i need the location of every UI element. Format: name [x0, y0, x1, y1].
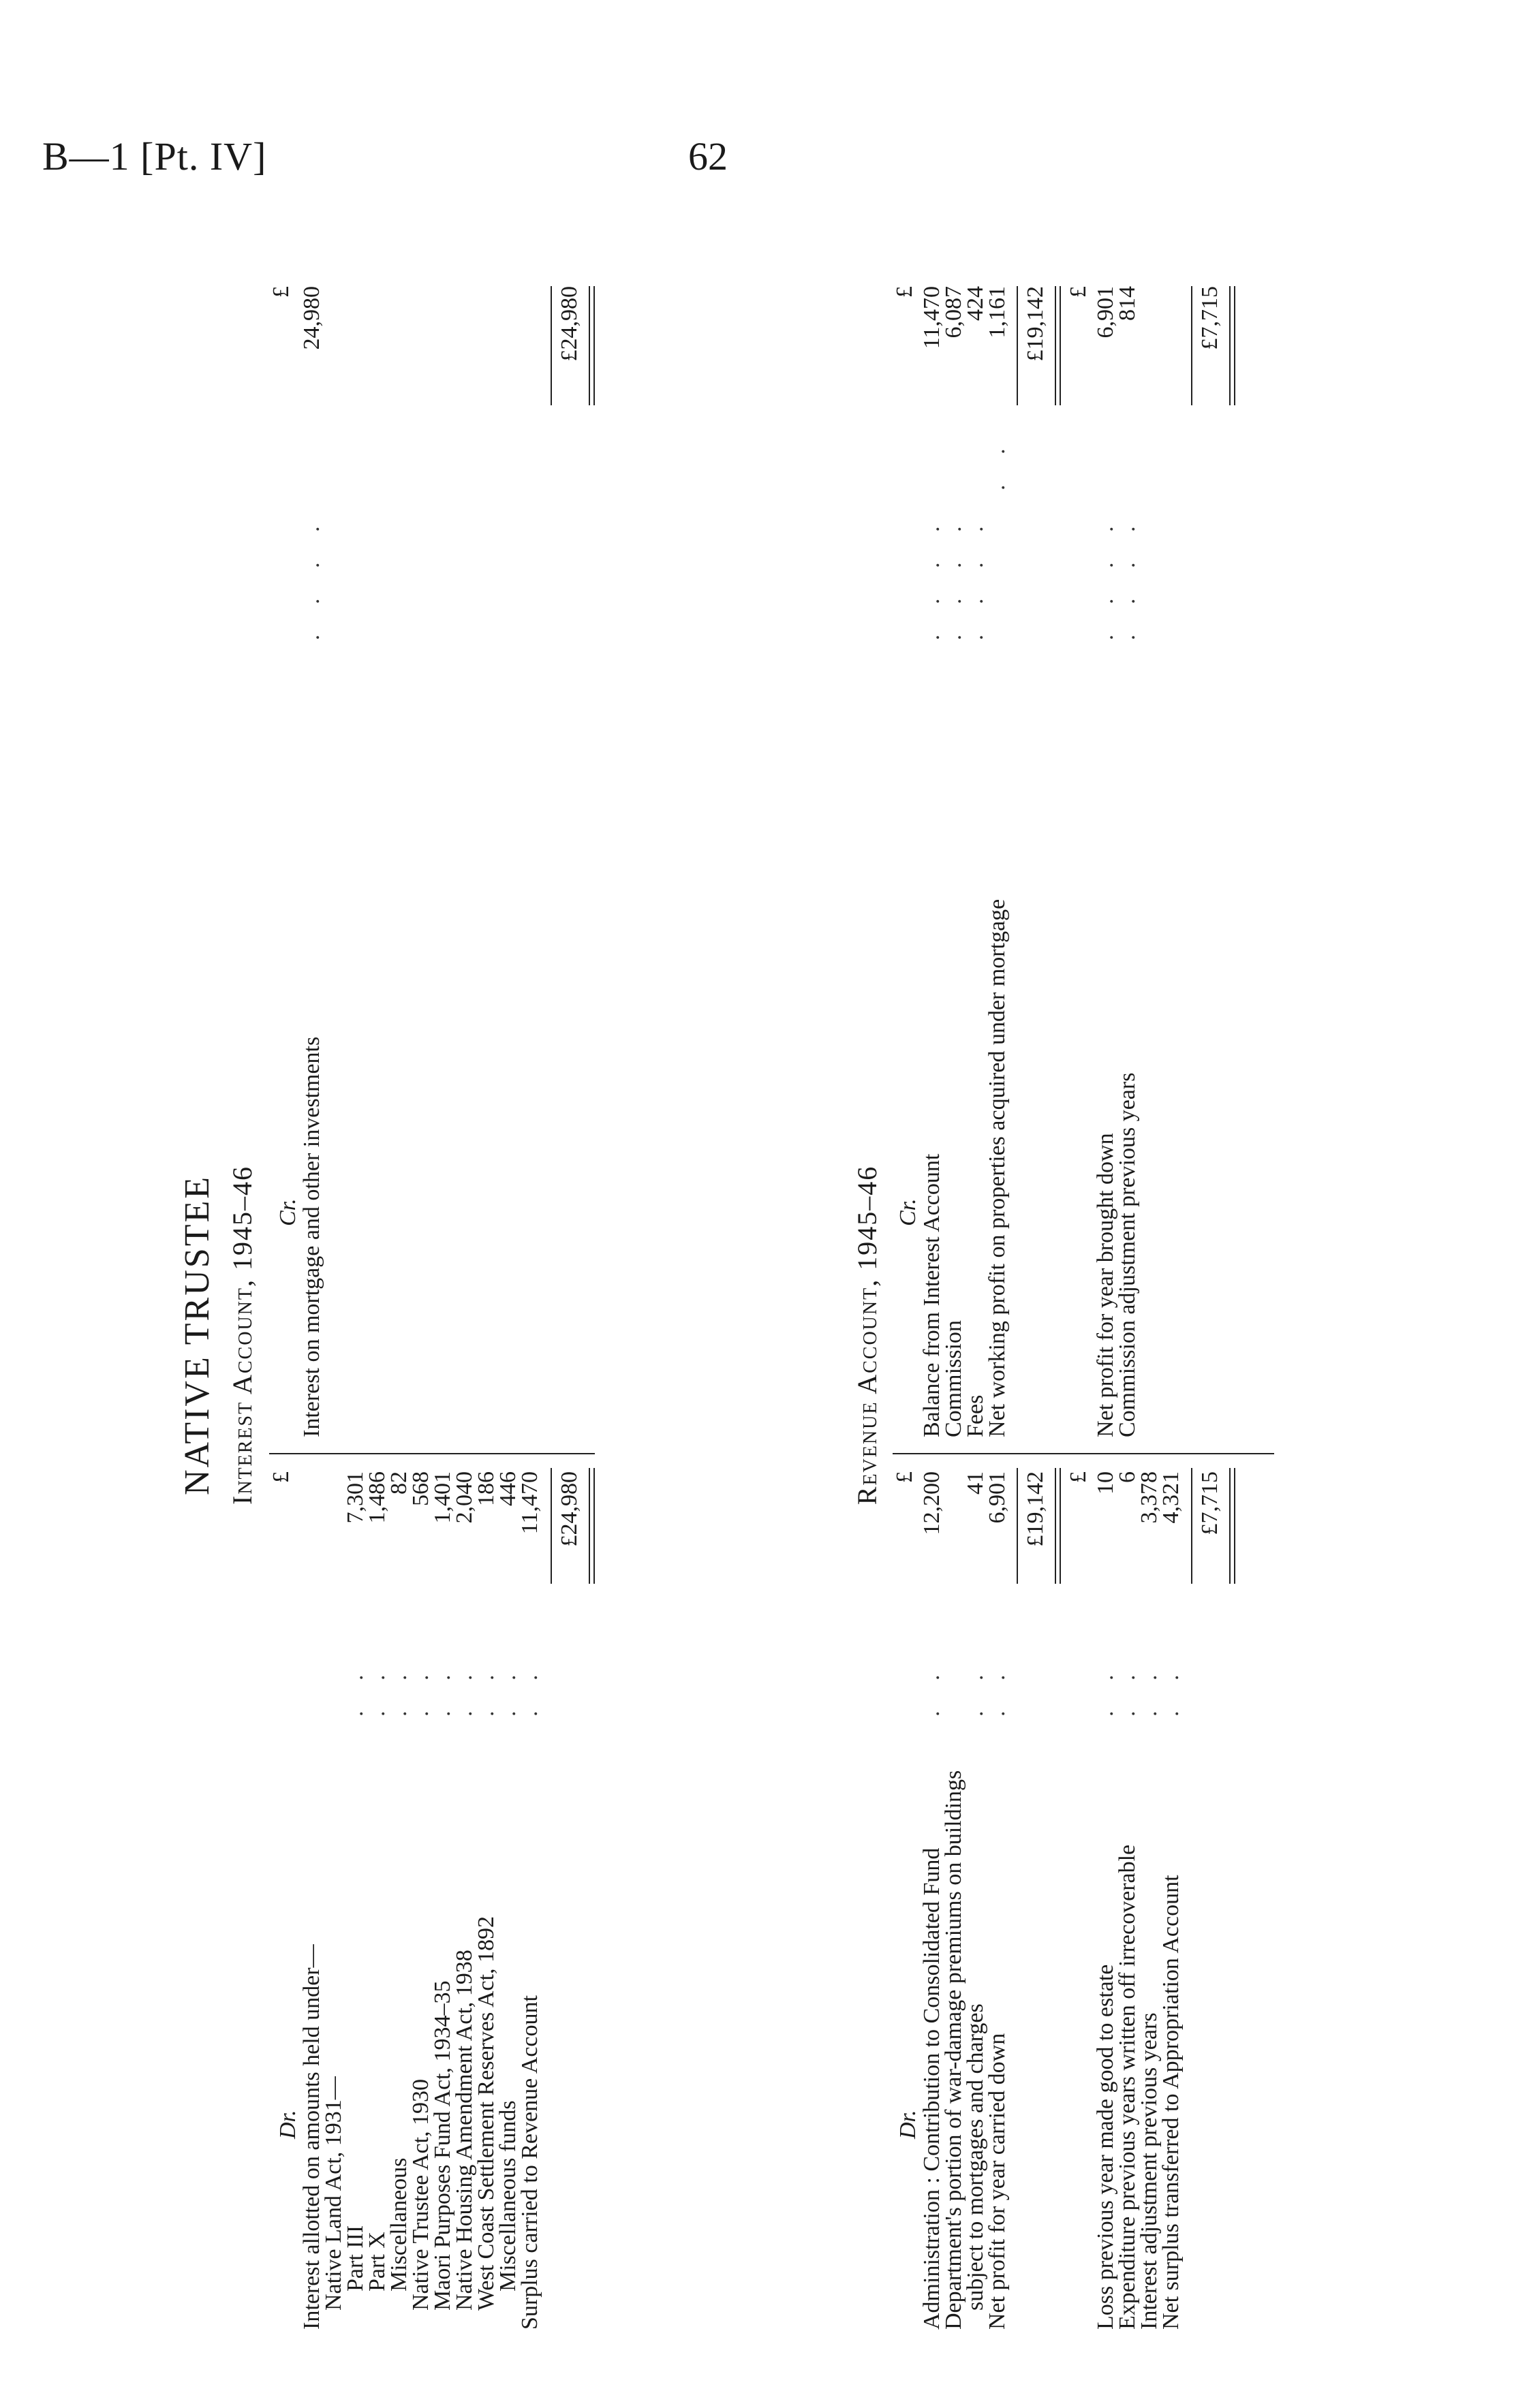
interest-dr-value: 1,401 [430, 1471, 455, 1524]
revenue-dr-line-b: Interest adjustment previous years [1137, 2012, 1162, 2330]
revenue-cr-total-a-underline [1055, 286, 1061, 405]
revenue-dr-sum-rule-b [1191, 1468, 1192, 1584]
revenue-dr-total-a: £19,142 [1023, 1471, 1048, 1547]
leader-dots: . . . . [299, 514, 324, 640]
revenue-cr-line: Fees [963, 1394, 988, 1437]
revenue-dr-value-b: 3,378 [1137, 1471, 1162, 1524]
revenue-dr-total-b-underline [1229, 1468, 1235, 1584]
interest-dr-line: Miscellaneous [386, 2157, 412, 2292]
interest-dr-value: 82 [386, 1471, 412, 1495]
interest-divider [269, 1453, 595, 1454]
interest-dr-value: 1,486 [365, 1471, 390, 1524]
revenue-dr-value: 12,200 [919, 1471, 944, 1535]
interest-cr-value: 24,980 [299, 286, 324, 350]
revenue-dr-line: subject to mortgages and charges [963, 2003, 988, 2311]
interest-cr-pound-sign: £ [268, 286, 294, 298]
revenue-dr-label: Dr. [895, 2110, 921, 2139]
interest-dr-line: Native Land Act, 1931— [321, 2076, 346, 2311]
document-code: B—1 [Pt. IV] [42, 134, 267, 178]
leader-dots: . . [430, 1662, 455, 1717]
revenue-cr-line-b: Net profit for year brought down [1093, 1133, 1118, 1437]
interest-dr-line: Maori Purposes Fund Act, 1934–35 [430, 1980, 455, 2311]
interest-cr-sum-rule [551, 286, 552, 405]
rotated-statement [150, 286, 1342, 2330]
revenue-cr-total-a: £19,142 [1023, 286, 1048, 362]
revenue-dr-sum-rule [1017, 1468, 1018, 1584]
interest-account-heading: Interest Account, 1945–46 [227, 1166, 258, 1505]
leader-dots: . . [919, 1662, 944, 1717]
interest-dr-pound-sign: £ [268, 1471, 294, 1483]
leader-dots: . . [1093, 1662, 1118, 1717]
revenue-cr-line-b: Commission adjustment previous years [1115, 1072, 1140, 1437]
leader-dots: . . [985, 436, 1010, 490]
revenue-dr-line: Net profit for year carried down [985, 2033, 1010, 2330]
revenue-cr-total-b-underline [1229, 286, 1235, 405]
interest-cr-total-underline [589, 286, 595, 405]
revenue-dr-value: 41 [963, 1471, 988, 1495]
revenue-dr-value: 6,901 [985, 1471, 1010, 1524]
revenue-cr-value: 424 [963, 286, 988, 321]
revenue-cr-line: Commission [941, 1320, 966, 1437]
interest-dr-line: Surplus carried to Revenue Account [517, 1995, 542, 2330]
interest-cr-label: Cr. [275, 1198, 300, 1226]
revenue-dr-line: Department's portion of war-damage premiums on buildings [941, 1770, 966, 2330]
revenue-cr-total-b: £7,715 [1197, 286, 1222, 350]
revenue-dr-line-b: Net surplus transferred to Appropriation Account [1158, 1875, 1184, 2330]
revenue-dr-value-b: 4,321 [1158, 1471, 1184, 1524]
leader-dots: . . [1137, 1662, 1162, 1717]
revenue-cr-value-b: 814 [1115, 286, 1140, 321]
revenue-cr-value-b: 6,901 [1093, 286, 1118, 339]
leader-dots: . . [517, 1662, 542, 1717]
interest-cr-total: £24,980 [557, 286, 582, 362]
interest-dr-line: Miscellaneous funds [495, 2100, 521, 2292]
revenue-cr-pound-sign-b: £ [1066, 286, 1091, 298]
interest-dr-line: West Coast Settlement Reserves Act, 1892 [474, 1916, 499, 2311]
interest-dr-sum-rule [551, 1468, 552, 1584]
interest-dr-value: 186 [474, 1471, 499, 1506]
leader-dots: . . [365, 1662, 390, 1717]
revenue-cr-sum-rule [1017, 286, 1018, 405]
interest-dr-value: 446 [495, 1471, 521, 1506]
leader-dots: . . [452, 1662, 477, 1717]
leader-dots: . . [1115, 1662, 1140, 1717]
revenue-cr-sum-rule-b [1191, 286, 1192, 405]
interest-dr-line: Part X [365, 2232, 390, 2292]
leader-dots: . . [985, 1662, 1010, 1717]
revenue-divider [893, 1453, 1274, 1454]
interest-dr-line: Part III [343, 2225, 368, 2292]
interest-cr-line: Interest on mortgage and other investments [299, 1036, 324, 1437]
leader-dots: . . . . [919, 514, 944, 640]
leader-dots: . . [343, 1662, 368, 1717]
revenue-dr-pound-sign: £ [892, 1471, 917, 1483]
leader-dots: . . [474, 1662, 499, 1717]
interest-dr-line: Native Trustee Act, 1930 [408, 2079, 433, 2311]
leader-dots: . . [386, 1662, 412, 1717]
revenue-cr-value: 6,087 [941, 286, 966, 339]
revenue-account-heading: Revenue Account, 1945–46 [852, 1165, 882, 1505]
leader-dots: . . . . [941, 514, 966, 640]
leader-dots: . . . . [1115, 514, 1140, 640]
revenue-dr-value-b: 10 [1093, 1471, 1118, 1495]
revenue-dr-line: Administration : Contribution to Consolidated Fund [919, 1847, 944, 2330]
revenue-cr-label: Cr. [895, 1198, 921, 1226]
statement-title: NATIVE TRUSTEE [178, 1175, 217, 1496]
leader-dots: . . [1158, 1662, 1184, 1717]
interest-dr-value: 568 [408, 1471, 433, 1506]
leader-dots: . . [963, 1662, 988, 1717]
interest-dr-value: 11,470 [517, 1471, 542, 1535]
revenue-dr-pound-sign-b: £ [1066, 1471, 1091, 1483]
revenue-cr-line: Balance from Interest Account [919, 1153, 944, 1437]
leader-dots: . . . . [1093, 514, 1118, 640]
revenue-cr-pound-sign: £ [892, 286, 917, 298]
revenue-dr-line-b: Loss previous year made good to estate [1093, 1964, 1118, 2330]
revenue-cr-line: Net working profit on properties acquired under mortgage [985, 898, 1010, 1437]
revenue-dr-total-a-underline [1055, 1468, 1061, 1584]
revenue-cr-value: 1,161 [985, 286, 1010, 339]
interest-dr-label: Dr. [275, 2110, 300, 2139]
interest-dr-total-underline [589, 1468, 595, 1584]
interest-dr-line: Interest allotted on amounts held under— [299, 1944, 324, 2330]
revenue-dr-value-b: 6 [1115, 1471, 1140, 1483]
revenue-dr-line-b: Expenditure previous years written off irrecoverable [1115, 1844, 1140, 2330]
leader-dots: . . [408, 1662, 433, 1717]
leader-dots: . . . . [963, 514, 988, 640]
page-number: 62 [688, 134, 728, 178]
leader-dots: . . [495, 1662, 521, 1717]
interest-dr-line: Native Housing Amendment Act, 1938 [452, 1950, 477, 2311]
revenue-cr-value: 11,470 [919, 286, 944, 349]
interest-dr-total: £24,980 [557, 1471, 582, 1547]
interest-dr-value: 7,301 [343, 1471, 368, 1524]
revenue-dr-total-b: £7,715 [1197, 1471, 1222, 1535]
interest-dr-value: 2,040 [452, 1471, 477, 1524]
